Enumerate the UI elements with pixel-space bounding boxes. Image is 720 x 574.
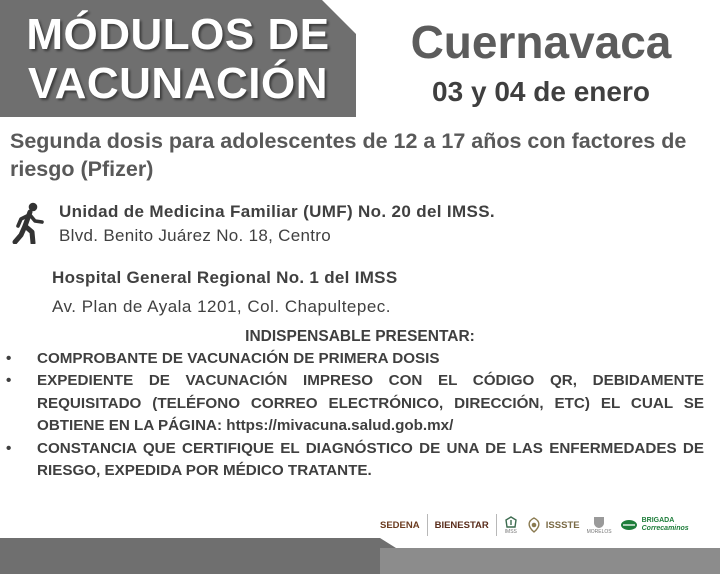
bullet-icon: • (6, 439, 12, 457)
site-2-address: Av. Plan de Ayala 1201, Col. Chapultepec. (52, 297, 392, 316)
title-line-1: MÓDULOS DE (26, 10, 330, 59)
roadrunner-icon (619, 518, 639, 532)
morelos-logo (587, 516, 612, 535)
bienestar-logo (435, 520, 489, 531)
logo-divider (496, 514, 497, 536)
brigada-line-1: BRIGADA (641, 517, 675, 524)
requirement-text: CONSTANCIA QUE CERTIFIQUE EL DIAGNÓSTICO DE UNA DE LAS ENFERMEDADES DE RIESGO, EXPEDIDA POR MÉDICO TRATANTE. (37, 439, 704, 480)
footer-shade (380, 548, 720, 574)
city-title: Cuernavaca (410, 16, 672, 68)
issste-label: ISSSTE (545, 519, 580, 531)
requirements-heading: INDISPENSABLE PRESENTAR: (245, 328, 475, 345)
requirements-list (6, 348, 704, 482)
issste-emblem-icon (525, 517, 543, 533)
brigada-label (642, 517, 689, 533)
requirement-item (6, 370, 704, 437)
requirement-text: EXPEDIENTE DE VACUNACIÓN IMPRESO CON EL CÓDIGO QR, DEBIDAMENTE REQUISITADO (TELÉFONO CORREO ELECTRÓNICO, DIRECCIÓN, ETC) EL CUAL SE OBTIENE EN LA PÁGINA: https://mivacuna.salud.gob.mx/ (37, 372, 704, 435)
bullet-icon: • (6, 350, 12, 367)
imss-label: IMSS (504, 528, 517, 535)
walking-person-icon (12, 202, 46, 244)
imss-eagle-icon (504, 516, 518, 529)
dates: 03 y 04 de enero (432, 76, 650, 107)
logo-divider (427, 514, 428, 536)
title-line-2: VACUNACIÓN (28, 59, 328, 108)
sedena-label: SEDENA (380, 519, 420, 531)
imss-logo (504, 516, 518, 535)
brigada-correcaminos-logo (619, 517, 689, 533)
brigada-line-2: Correcaminos (641, 525, 689, 532)
requirement-text: COMPROBANTE DE VACUNACIÓN DE PRIMERA DOSIS (37, 350, 440, 367)
bullet-icon: • (6, 372, 12, 390)
subtitle: Segunda dosis para adolescentes de 12 a 17 años con factores de riesgo (Pfizer) (10, 129, 687, 181)
sedena-logo (380, 520, 420, 531)
morelos-label: MORELOS (586, 528, 612, 535)
logo-strip (380, 511, 716, 539)
requirement-item (6, 438, 704, 483)
requirement-item (6, 348, 704, 370)
site-2-name: Hospital General Regional No. 1 del IMSS (52, 268, 398, 287)
morelos-shield-icon (593, 516, 605, 529)
site-1-name: Unidad de Medicina Familiar (UMF) No. 20 del IMSS. (59, 202, 495, 221)
bienestar-label: BIENESTAR (434, 519, 489, 531)
issste-logo (525, 517, 580, 533)
site-1-address: Blvd. Benito Juárez No. 18, Centro (59, 226, 331, 245)
